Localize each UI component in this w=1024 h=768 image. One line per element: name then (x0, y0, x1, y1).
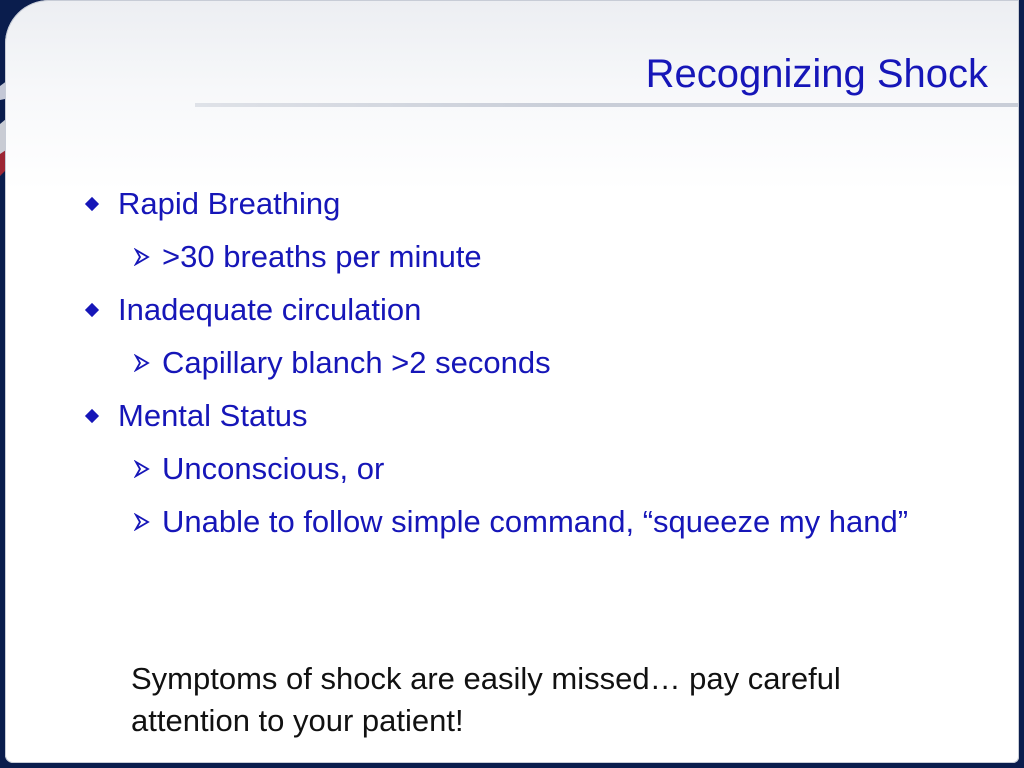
sub-bullet-text: Unconscious, or (162, 451, 385, 486)
arrow-bullet-icon (134, 513, 150, 531)
bullet-text: Rapid Breathing (118, 186, 341, 221)
sub-bullet-unconscious (84, 451, 914, 487)
arrow-bullet-icon (134, 460, 150, 478)
bullet-list (84, 186, 914, 557)
bullet-mental-status (84, 398, 914, 434)
bullet-text: Inadequate circulation (118, 292, 422, 327)
diamond-bullet-icon (85, 197, 99, 211)
sub-bullet-text: Unable to follow simple command, “squeeze my hand” (162, 504, 909, 539)
arrow-bullet-icon (134, 248, 150, 266)
title-divider (195, 103, 1019, 107)
bullet-text: Mental Status (118, 398, 308, 433)
diamond-bullet-icon (85, 409, 99, 423)
sub-bullet-simple-command (84, 504, 914, 540)
sub-bullet-breaths-per-minute (84, 239, 914, 275)
sub-bullet-text: >30 breaths per minute (162, 239, 482, 274)
sub-bullet-text: Capillary blanch >2 seconds (162, 345, 551, 380)
slide-title: Recognizing Shock (645, 52, 988, 96)
diamond-bullet-icon (85, 303, 99, 317)
shock-warning-note: Symptoms of shock are easily missed… pay careful attention to your patient! (131, 661, 841, 738)
sub-bullet-capillary-blanch (84, 345, 914, 381)
arrow-bullet-icon (134, 354, 150, 372)
bullet-inadequate-circulation (84, 292, 914, 328)
bullet-rapid-breathing (84, 186, 914, 222)
